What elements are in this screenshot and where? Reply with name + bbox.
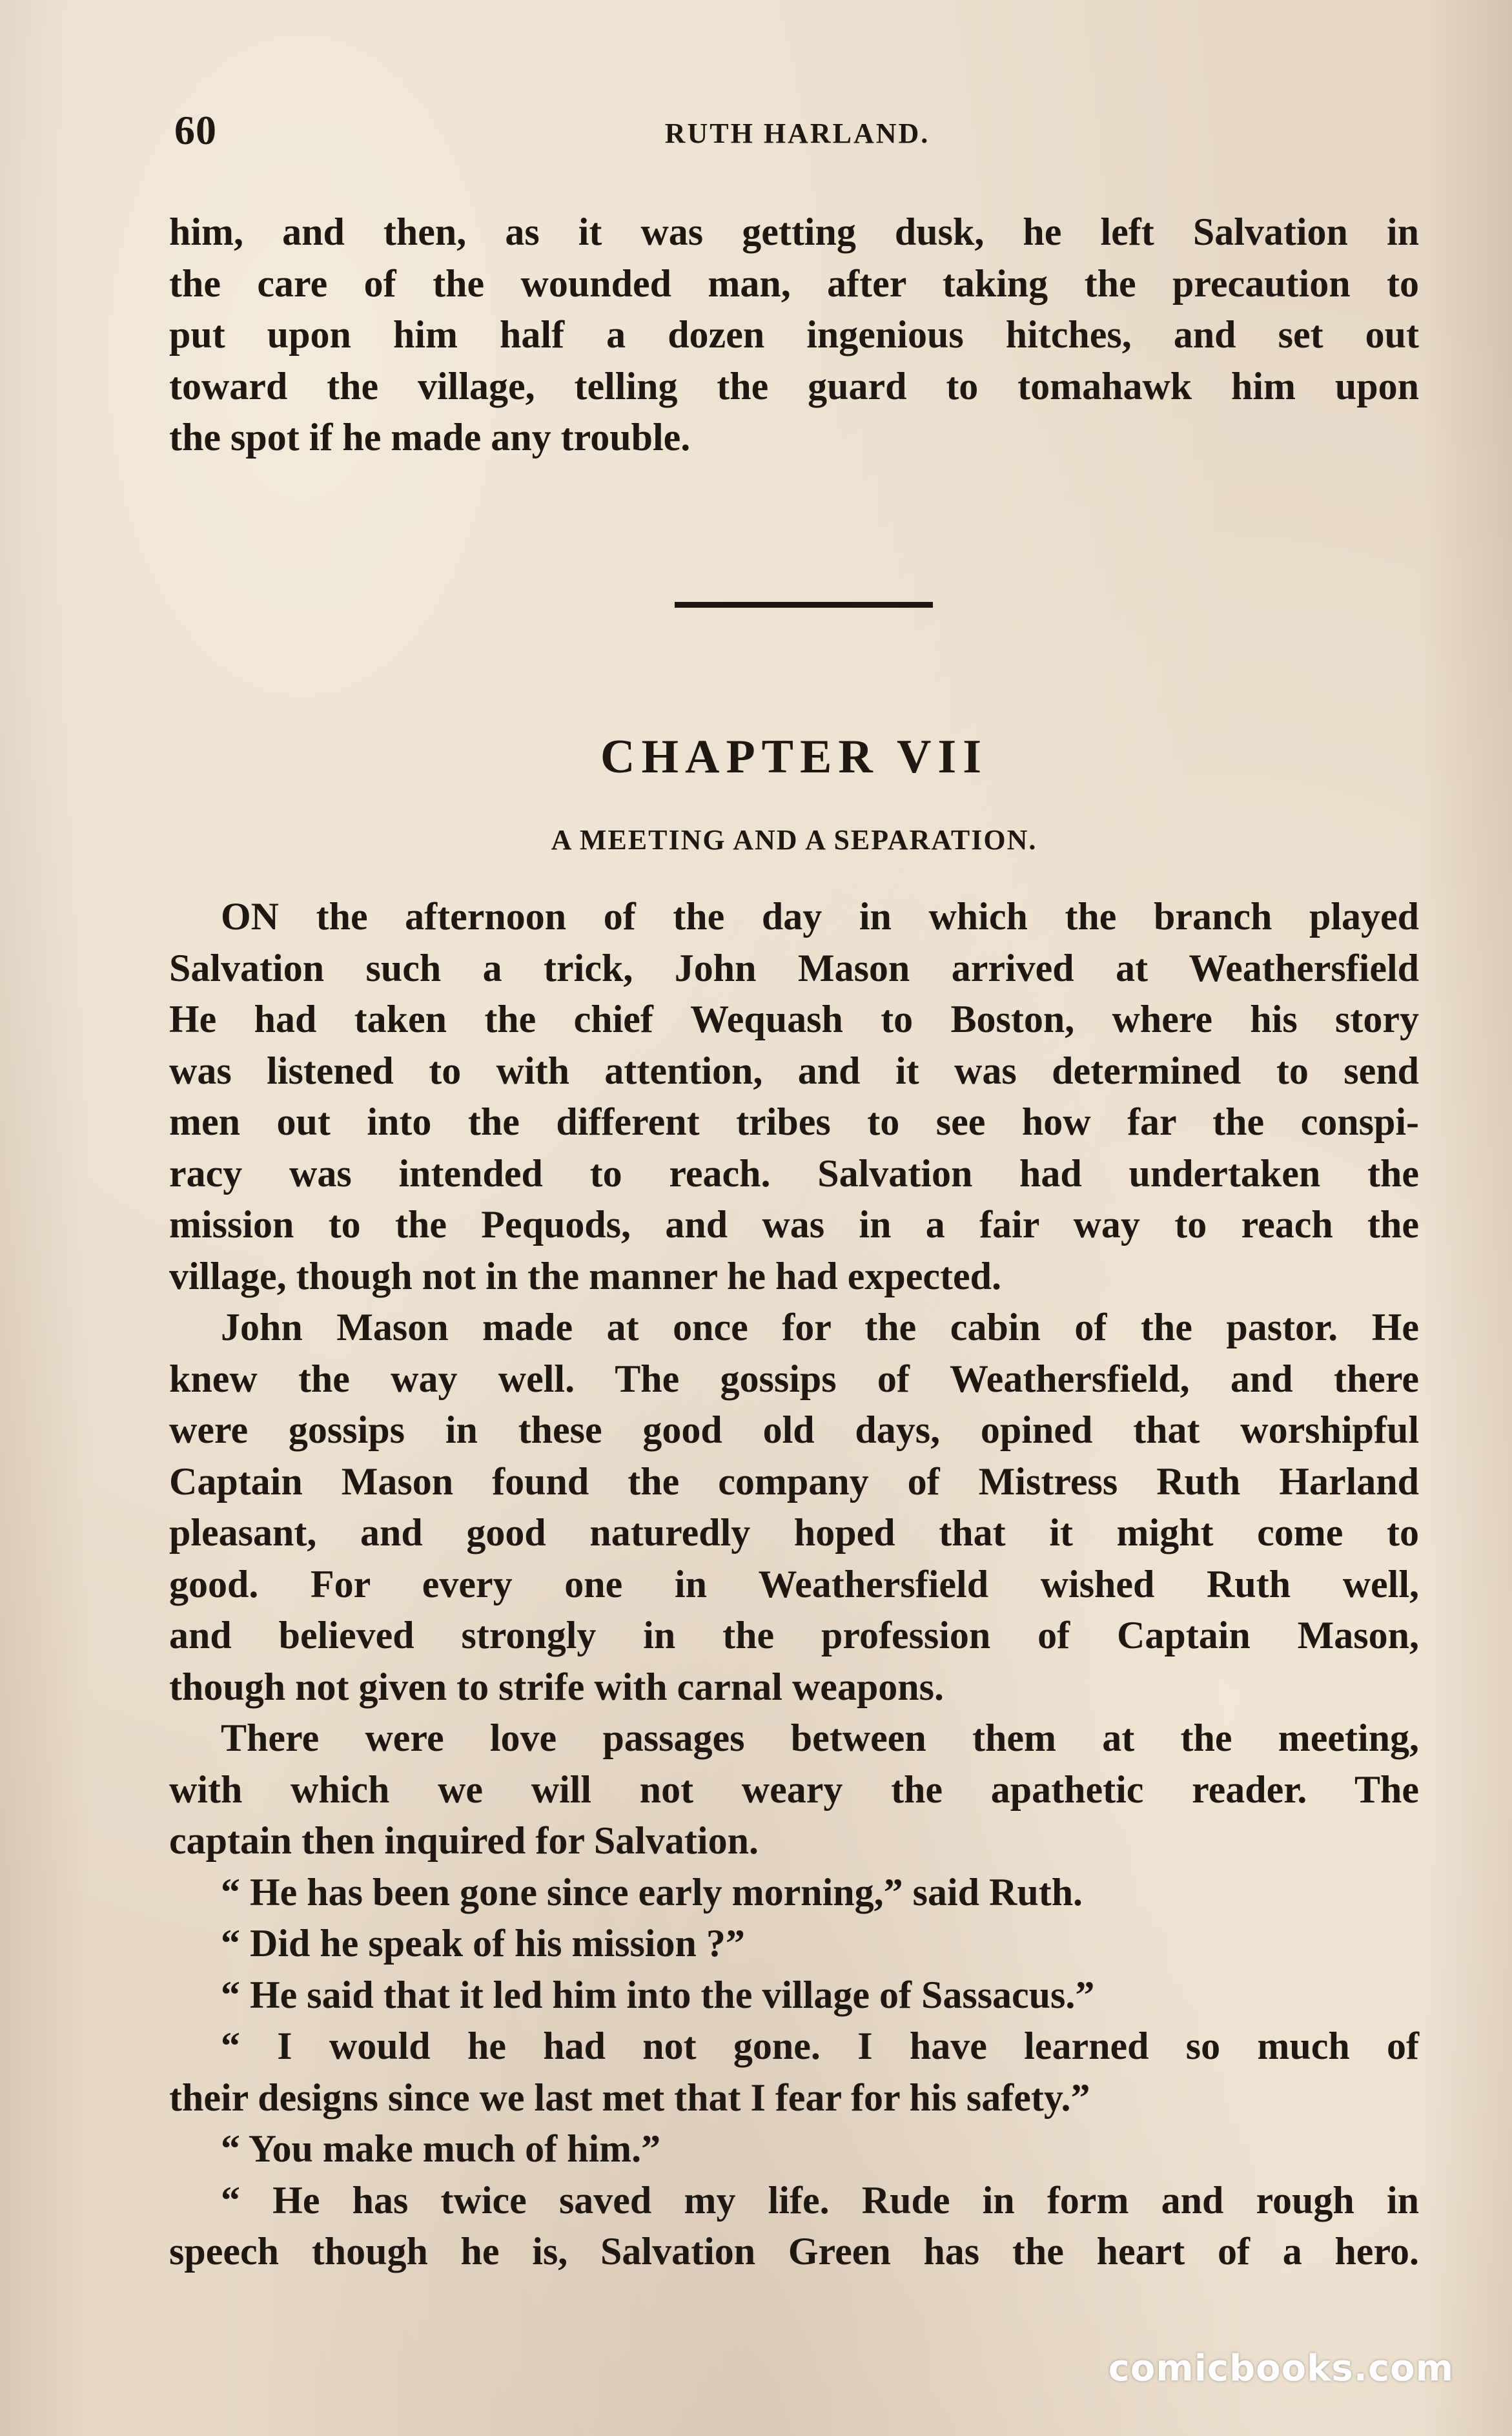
running-head: RUTH HARLAND. <box>664 118 930 149</box>
text-line: men out into the different tribes to see how far the conspi- <box>169 1100 1419 1143</box>
text-line: pleasant, and good naturedly hoped that it might come to <box>169 1511 1419 1554</box>
text-line: the care of the wounded man, after taking the precaution to <box>169 262 1419 305</box>
continued-paragraph <box>169 207 1419 464</box>
text-line: knew the way well. The gossips of Weathersfield, and there <box>169 1357 1419 1400</box>
text-line: their designs since we last met that I fear for his safety.” <box>169 2076 1090 2119</box>
chapter-title: CHAPTER VII <box>600 730 988 783</box>
text-line: “ I would he had not gone. I have learned so much of <box>221 2025 1419 2067</box>
text-line: racy was intended to reach. Salvation had undertaken the <box>169 1151 1419 1195</box>
text-line: put upon him half a dozen ingenious hitches, and set out <box>169 313 1419 356</box>
text-line: Salvation such a trick, John Mason arrived at Weathersfield <box>169 946 1419 989</box>
text-line: “ He said that it led him into the village of Sassacus.” <box>221 1973 1095 2016</box>
text-line: toward the village, telling the guard to tomahawk him upon <box>169 364 1419 408</box>
text-line: good. For every one in Weathersfield wished Ruth well, <box>169 1562 1419 1605</box>
chapter-subtitle: A MEETING AND A SEPARATION. <box>551 824 1037 856</box>
text-line: were gossips in these good old days, opined that worshipful <box>169 1409 1419 1451</box>
text-line: with which we will not weary the apathetic reader. The <box>169 1768 1419 1811</box>
text-line: John Mason made at once for the cabin of the pastor. He <box>221 1306 1419 1348</box>
text-line: the spot if he made any trouble. <box>169 416 691 459</box>
text-line: mission to the Pequods, and was in a fair way to reach the <box>169 1203 1419 1246</box>
chapter-body <box>169 891 1419 2278</box>
text-line: There were love passages between them at the meeting, <box>221 1717 1419 1759</box>
text-line: “ Did he speak of his mission ?” <box>221 1922 745 1965</box>
text-line: “ You make much of him.” <box>221 2127 661 2170</box>
text-line: Captain Mason found the company of Mistress Ruth Harland <box>169 1460 1419 1503</box>
text-line: speech though he is, Salvation Green has the heart of a hero. <box>169 2230 1419 2273</box>
text-line: “ He has been gone since early morning,” said Ruth. <box>221 1870 1083 1914</box>
text-line: ON the afternoon of the day in which the branch played <box>221 895 1419 938</box>
text-line: and believed strongly in the profession of Captain Mason, <box>169 1614 1419 1657</box>
text-line: He had taken the chief Wequash to Boston, where his story <box>169 998 1419 1040</box>
text-line: was listened to with attention, and it was determined to send <box>169 1049 1419 1092</box>
page-number: 60 <box>174 107 217 153</box>
watermark: comicbooks.com <box>1108 2348 1454 2390</box>
page-header <box>174 107 1420 165</box>
section-divider <box>675 602 933 608</box>
text-line: him, and then, as it was getting dusk, he left Salvation in <box>169 211 1419 253</box>
text-line: though not given to strife with carnal weapons. <box>169 1665 945 1708</box>
text-line: captain then inquired for Salvation. <box>169 1819 759 1862</box>
text-line: village, though not in the manner he had expected. <box>169 1254 1001 1297</box>
text-line: “ He has twice saved my life. Rude in form and rough in <box>221 2178 1419 2222</box>
